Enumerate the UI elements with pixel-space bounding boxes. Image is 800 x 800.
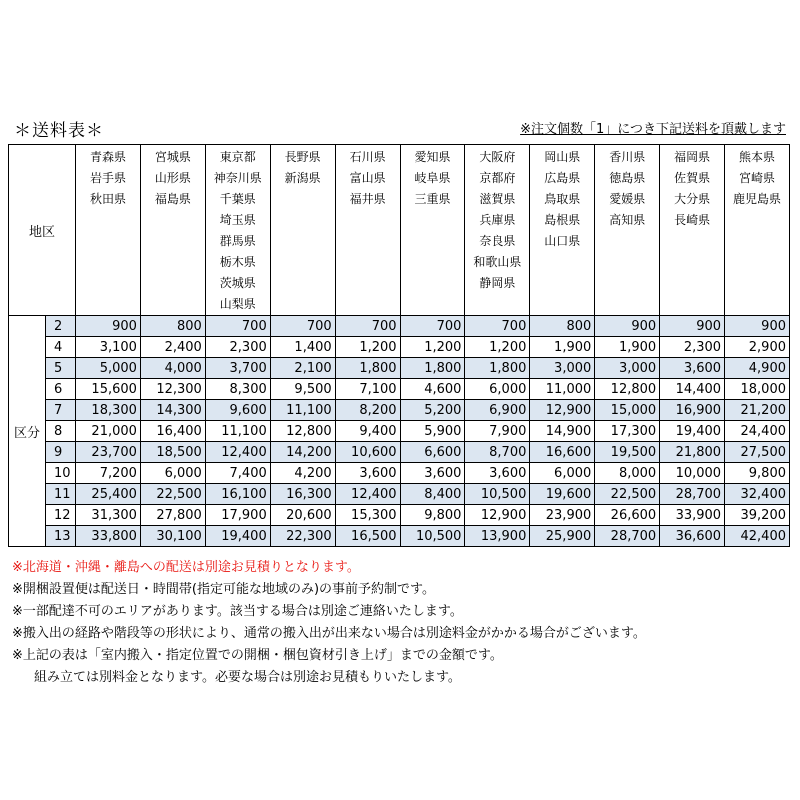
prefecture-name: 宮崎県 [739,171,776,185]
prefecture-name: 熊本県 [739,150,776,164]
rate-cell: 1,200 [335,337,400,358]
rate-cell: 19,500 [595,442,660,463]
prefecture-name: 栃木県 [219,255,256,269]
footnote: ※搬入出の経路や階段等の形状により、通常の搬入出が出来ない場合は別途料金がかかる場合がございます。 [12,626,646,641]
footnote: ※北海道・沖縄・離島への配送は別途お見積りとなります。 [12,560,360,575]
prefecture-name: 秋田県 [89,192,126,206]
rate-cell: 22,500 [140,484,205,505]
rate-cell: 11,100 [205,421,270,442]
size-row-13 [9,526,790,547]
rate-cell: 21,200 [725,400,790,421]
prefecture-name: 静岡県 [479,276,516,290]
size-row-12 [9,505,790,526]
size-class: 4 [46,337,76,358]
rate-cell: 4,200 [270,463,335,484]
prefecture-name: 新潟県 [284,171,321,185]
rate-cell: 12,900 [530,400,595,421]
rate-cell: 8,400 [400,484,465,505]
rate-cell: 28,700 [595,526,660,547]
prefecture-name: 福島県 [154,192,191,206]
region-group-7 [465,145,530,316]
footnote: ※上記の表は「室内搬入・指定位置での開梱・梱包資材引き上げ」までの金額です。 [12,648,503,663]
rate-cell: 16,500 [335,526,400,547]
prefecture-name: 山梨県 [219,297,256,311]
region-group-3 [205,145,270,316]
size-class: 7 [46,400,76,421]
prefecture-name: 岡山県 [544,150,581,164]
size-class: 2 [46,316,76,337]
size-row-2 [9,316,790,337]
prefecture-name: 長崎県 [674,213,711,227]
rate-cell: 11,100 [270,400,335,421]
rate-cell: 25,400 [76,484,141,505]
prefecture-name: 鹿児島県 [733,192,782,206]
rate-cell: 1,200 [465,337,530,358]
region-group-5 [335,145,400,316]
rate-cell: 31,300 [76,505,141,526]
prefecture-name: 茨城県 [219,276,256,290]
region-group-8 [530,145,595,316]
rate-cell: 6,600 [400,442,465,463]
size-class: 5 [46,358,76,379]
prefecture-name: 宮城県 [154,150,191,164]
prefecture-name: 千葉県 [219,192,256,206]
rate-cell: 3,100 [76,337,141,358]
rate-cell: 10,000 [660,463,725,484]
prefecture-name: 東京都 [219,150,256,164]
size-class: 13 [46,526,76,547]
size-class: 8 [46,421,76,442]
rate-cell: 26,600 [595,505,660,526]
rate-cell: 22,300 [270,526,335,547]
size-row-8 [9,421,790,442]
rate-cell: 33,900 [660,505,725,526]
rate-cell: 23,900 [530,505,595,526]
page-title: ＊送料表＊ [14,121,104,141]
region-header-row [9,145,790,316]
rate-cell: 8,700 [465,442,530,463]
rate-cell: 6,000 [530,463,595,484]
size-class: 11 [46,484,76,505]
rate-cell: 10,600 [335,442,400,463]
rate-cell: 8,000 [595,463,660,484]
rate-cell: 27,800 [140,505,205,526]
rate-cell: 14,300 [140,400,205,421]
rate-cell: 2,900 [725,337,790,358]
prefecture-name: 広島県 [544,171,581,185]
rate-cell: 3,600 [400,463,465,484]
rate-cell: 27,500 [725,442,790,463]
rate-cell: 7,200 [76,463,141,484]
rate-cell: 1,800 [400,358,465,379]
rate-cell: 2,100 [270,358,335,379]
prefecture-name: 大分県 [674,192,711,206]
prefecture-name: 福岡県 [674,150,711,164]
prefecture-name: 富山県 [349,171,386,185]
size-class: 6 [46,379,76,400]
rate-cell: 21,800 [660,442,725,463]
footnote: ※開梱設置便は配送日・時間帯(指定可能な地域のみ)の事前予約制です。 [12,582,435,597]
footnote: ※一部配達不可のエリアがあります。該当する場合は別途ご連絡いたします。 [12,604,463,619]
rate-cell: 42,400 [725,526,790,547]
rate-cell: 12,900 [465,505,530,526]
prefecture-name: 福井県 [349,192,386,206]
rate-cell: 17,900 [205,505,270,526]
rate-cell: 19,400 [205,526,270,547]
prefecture-name: 鳥取県 [544,192,581,206]
shipping-rate-table [8,144,790,547]
rate-cell: 10,500 [465,484,530,505]
region-group-4 [270,145,335,316]
rate-cell: 700 [205,316,270,337]
size-row-10 [9,463,790,484]
rate-cell: 3,600 [465,463,530,484]
rate-cell: 30,100 [140,526,205,547]
rate-cell: 12,400 [335,484,400,505]
rate-cell: 900 [595,316,660,337]
rate-cell: 11,000 [530,379,595,400]
rate-cell: 8,200 [335,400,400,421]
rate-cell: 3,600 [660,358,725,379]
rate-cell: 9,800 [400,505,465,526]
size-row-9 [9,442,790,463]
rate-cell: 6,000 [465,379,530,400]
kubun-label: 区分 [9,316,46,547]
rate-cell: 28,700 [660,484,725,505]
rate-cell: 3,700 [205,358,270,379]
rate-cell: 24,400 [725,421,790,442]
region-group-9 [595,145,660,316]
rate-cell: 23,700 [76,442,141,463]
region-group-6 [400,145,465,316]
rate-cell: 700 [465,316,530,337]
rate-cell: 14,400 [660,379,725,400]
rate-cell: 1,800 [335,358,400,379]
rate-cell: 7,100 [335,379,400,400]
region-group-10 [660,145,725,316]
rate-cell: 25,900 [530,526,595,547]
rate-cell: 16,400 [140,421,205,442]
prefecture-name: 島根県 [544,213,581,227]
prefecture-name: 香川県 [609,150,646,164]
rate-cell: 5,000 [76,358,141,379]
prefecture-name: 京都府 [479,171,516,185]
prefecture-name: 和歌山県 [473,255,522,269]
rate-cell: 16,300 [270,484,335,505]
rate-cell: 5,900 [400,421,465,442]
prefecture-name: 愛媛県 [609,192,646,206]
rate-cell: 3,600 [335,463,400,484]
prefecture-name: 徳島県 [609,171,646,185]
rate-cell: 700 [335,316,400,337]
rate-cell: 14,900 [530,421,595,442]
rate-cell: 36,600 [660,526,725,547]
prefecture-name: 岐阜県 [414,171,451,185]
rate-cell: 4,900 [725,358,790,379]
rate-cell: 18,000 [725,379,790,400]
prefecture-name: 長野県 [284,150,321,164]
size-class: 12 [46,505,76,526]
prefecture-name: 群馬県 [219,234,256,248]
rate-cell: 8,300 [205,379,270,400]
region-group-1 [76,145,141,316]
prefecture-name: 兵庫県 [479,213,516,227]
rate-cell: 9,400 [335,421,400,442]
rate-cell: 9,500 [270,379,335,400]
rate-cell: 20,600 [270,505,335,526]
rate-cell: 1,200 [400,337,465,358]
prefecture-name: 佐賀県 [674,171,711,185]
rate-cell: 12,300 [140,379,205,400]
rate-cell: 7,900 [465,421,530,442]
rate-cell: 39,200 [725,505,790,526]
rate-cell: 18,500 [140,442,205,463]
prefecture-name: 愛知県 [414,150,451,164]
rate-cell: 16,100 [205,484,270,505]
order-quantity-note: ※注文個数「1」につき下記送料を頂戴します [520,122,786,137]
rate-cell: 16,900 [660,400,725,421]
rate-cell: 1,900 [595,337,660,358]
rate-cell: 33,800 [76,526,141,547]
prefecture-name: 青森県 [89,150,126,164]
rate-cell: 21,000 [76,421,141,442]
size-row-11 [9,484,790,505]
prefecture-name: 三重県 [414,192,451,206]
prefecture-name: 岩手県 [89,171,126,185]
rate-cell: 1,400 [270,337,335,358]
prefecture-name: 埼玉県 [219,213,256,227]
prefecture-name: 神奈川県 [213,171,262,185]
rate-cell: 900 [660,316,725,337]
rate-cell: 1,800 [465,358,530,379]
size-class: 9 [46,442,76,463]
prefecture-name: 奈良県 [479,234,516,248]
rate-cell: 9,600 [205,400,270,421]
size-row-4 [9,337,790,358]
rate-cell: 3,000 [530,358,595,379]
rate-cell: 18,300 [76,400,141,421]
rate-cell: 800 [140,316,205,337]
rate-cell: 10,500 [400,526,465,547]
rate-cell: 7,400 [205,463,270,484]
prefecture-name: 大阪府 [479,150,516,164]
rate-cell: 19,400 [660,421,725,442]
footnotes [12,557,646,689]
prefecture-name: 石川県 [349,150,386,164]
rate-cell: 32,400 [725,484,790,505]
prefecture-name: 山形県 [154,171,191,185]
rate-cell: 12,800 [270,421,335,442]
rate-cell: 800 [530,316,595,337]
rate-cell: 2,300 [205,337,270,358]
rate-cell: 4,000 [140,358,205,379]
rate-cell: 22,500 [595,484,660,505]
rate-cell: 13,900 [465,526,530,547]
rate-cell: 14,200 [270,442,335,463]
rate-cell: 9,800 [725,463,790,484]
rate-cell: 15,000 [595,400,660,421]
rate-cell: 4,600 [400,379,465,400]
rate-cell: 15,600 [76,379,141,400]
rate-cell: 16,600 [530,442,595,463]
rate-cell: 2,400 [140,337,205,358]
region-group-11 [725,145,790,316]
prefecture-name: 高知県 [609,213,646,227]
size-class: 10 [46,463,76,484]
size-row-6 [9,379,790,400]
rate-cell: 6,000 [140,463,205,484]
rate-cell: 1,900 [530,337,595,358]
rate-cell: 2,300 [660,337,725,358]
rate-cell: 6,900 [465,400,530,421]
rate-cell: 900 [725,316,790,337]
rate-cell: 900 [76,316,141,337]
rate-cell: 5,200 [400,400,465,421]
rate-cell: 15,300 [335,505,400,526]
rate-cell: 17,300 [595,421,660,442]
area-header: 地区 [9,145,76,316]
footnote: 組み立ては別料金となります。必要な場合は別途お見積もりいたします。 [34,670,461,685]
rate-cell: 19,600 [530,484,595,505]
size-row-7 [9,400,790,421]
rate-cell: 12,800 [595,379,660,400]
prefecture-name: 滋賀県 [479,192,516,206]
rate-cell: 3,000 [595,358,660,379]
prefecture-name: 山口県 [544,234,581,248]
region-group-2 [140,145,205,316]
rate-cell: 700 [400,316,465,337]
rate-cell: 12,400 [205,442,270,463]
rate-cell: 700 [270,316,335,337]
size-row-5 [9,358,790,379]
